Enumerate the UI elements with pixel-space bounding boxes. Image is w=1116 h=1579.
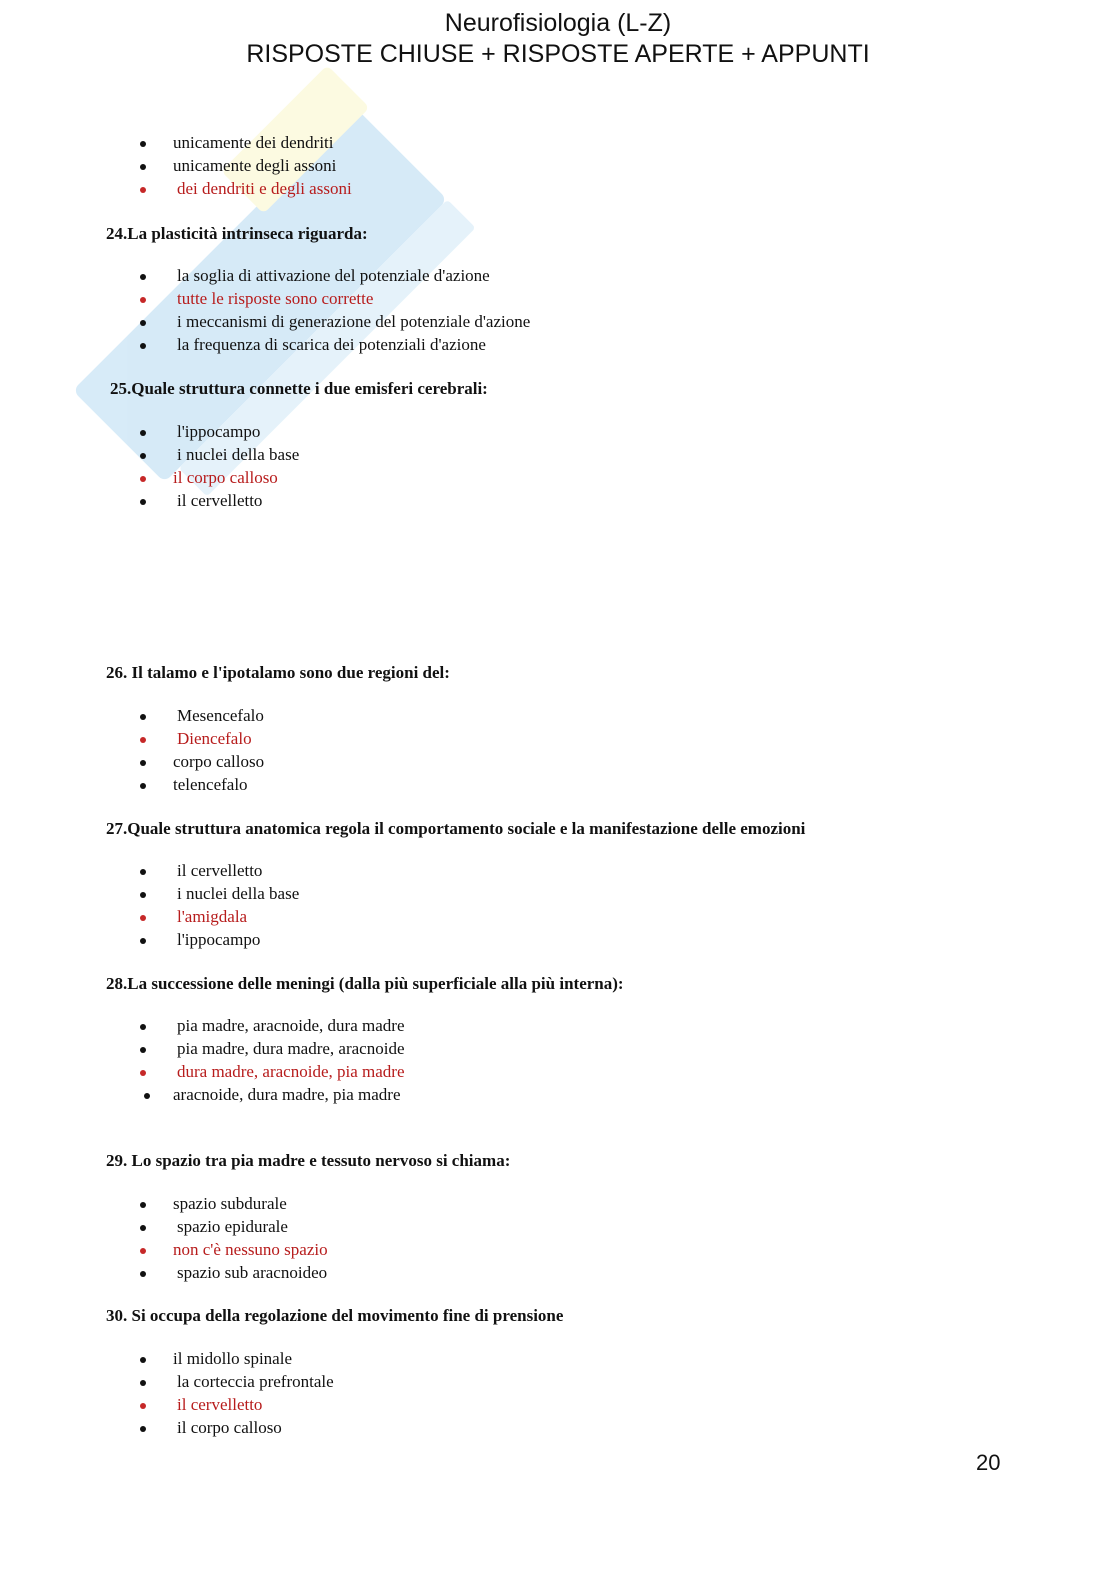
option-text: pia madre, aracnoide, dura madre [177,1016,405,1035]
page-number: 20 [976,1450,1001,1475]
bullet-icon [140,430,146,436]
bullet-icon [140,164,146,170]
question-29-title: 29. Lo spazio tra pia madre e tessuto nervoso si chiama: [106,1151,511,1170]
option-text: spazio sub aracnoideo [177,1263,328,1282]
option-text: l'ippocampo [177,422,261,441]
bullet-icon [140,737,146,743]
option-text: telencefalo [173,775,248,794]
bullet-icon [140,1380,146,1386]
bullet-icon [140,1248,146,1254]
bullet-icon [140,783,146,789]
option-text: dura madre, aracnoide, pia madre [177,1062,405,1081]
bullet-icon [140,1225,146,1231]
option-text: aracnoide, dura madre, pia madre [173,1085,401,1104]
bullet-icon [140,141,146,147]
option-text: pia madre, dura madre, aracnoide [177,1039,405,1058]
bullet-icon [140,760,146,766]
option-text: spazio epidurale [177,1217,288,1236]
bullet-icon [140,1070,146,1076]
option-text: corpo calloso [173,752,265,771]
option-text: il corpo calloso [173,468,278,487]
option-text: il midollo spinale [173,1349,292,1368]
option-text: i meccanismi di generazione del potenziale d'azione [177,312,531,331]
bullet-icon [140,714,146,720]
question-27-title: 27.Quale struttura anatomica regola il comportamento sociale e la manifestazione delle emozioni [106,819,806,838]
option-text: la corteccia prefrontale [177,1372,334,1391]
bullet-icon [140,499,146,505]
bullet-icon [140,1202,146,1208]
bullet-icon [140,1024,146,1030]
option-text: non c'è nessuno spazio [173,1240,328,1259]
bullet-icon [140,187,146,193]
bullet-icon [140,343,146,349]
question-24-title: 24.La plasticità intrinseca riguarda: [106,224,368,243]
page-header [0,8,1116,70]
bullet-icon [140,1426,146,1432]
option-text: il cervelletto [177,1395,263,1414]
question-26-title: 26. Il talamo e l'ipotalamo sono due regioni del: [106,663,450,682]
question-28-title: 28.La successione delle meningi (dalla più superficiale alla più interna): [106,974,624,993]
option-text: Diencefalo [177,729,252,748]
bullet-icon [140,1271,146,1277]
option-text: Mesencefalo [177,706,264,725]
bullet-icon [140,915,146,921]
option-text: dei dendriti e degli assoni [177,179,352,198]
option-text: il cervelletto [177,491,263,510]
option-text: la soglia di attivazione del potenziale d'azione [177,266,490,285]
bullet-icon [140,1047,146,1053]
question-30-title: 30. Si occupa della regolazione del movimento fine di prensione [106,1306,564,1325]
option-text: i nuclei della base [177,884,300,903]
option-text: spazio subdurale [173,1194,287,1213]
option-text: la frequenza di scarica dei potenziali d'azione [177,335,486,354]
bullet-icon [140,320,146,326]
bullet-icon [144,1093,150,1099]
bullet-icon [140,274,146,280]
bullet-icon [140,869,146,875]
bullet-icon [140,476,146,482]
option-text: il cervelletto [177,861,263,880]
question-25-title: 25.Quale struttura connette i due emisferi cerebrali: [110,379,488,398]
option-text: i nuclei della base [177,445,300,464]
option-text: l'ippocampo [177,930,261,949]
bullet-icon [140,1403,146,1409]
option-text: unicamente dei dendriti [173,133,334,152]
header-title: Neurofisiologia (L-Z) [444,9,672,37]
bullet-icon [140,1357,146,1363]
option-text: il corpo calloso [177,1418,282,1437]
bullet-icon [140,892,146,898]
bullet-icon [140,938,146,944]
option-text: l'amigdala [177,907,248,926]
bullet-icon [140,453,146,459]
bullet-icon [140,297,146,303]
header-subtitle: RISPOSTE CHIUSE + RISPOSTE APERTE + APPUNTI [246,40,870,68]
option-text: unicamente degli assoni [173,156,337,175]
option-text: tutte le risposte sono corrette [177,289,374,308]
